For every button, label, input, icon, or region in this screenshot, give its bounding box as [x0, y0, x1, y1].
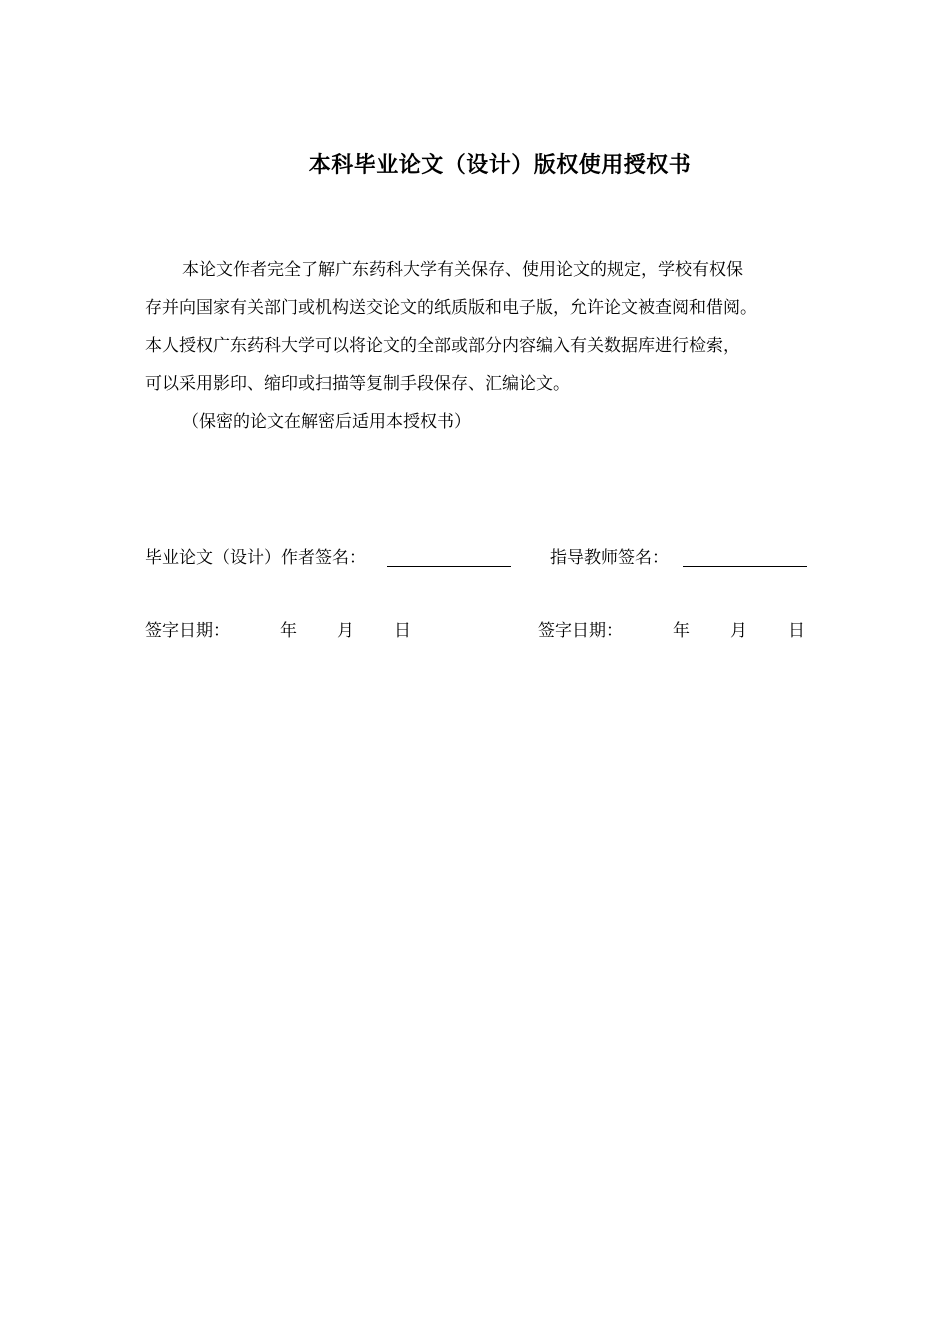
advisor-date-year-label: 年 — [673, 621, 690, 641]
paragraph-line-1: 本论文作者完全了解广东药科大学有关保存、使用论文的规定，学校有权保 — [182, 260, 743, 280]
document-title: 本科毕业论文（设计）版权使用授权书 — [308, 153, 692, 178]
advisor-signature-label: 指导教师签名： — [550, 548, 669, 568]
author-date-year-label: 年 — [280, 621, 297, 641]
paragraph-line-2: 存并向国家有关部门或机构送交论文的纸质版和电子版，允许论文被查阅和借阅。 — [145, 298, 757, 318]
author-date-month-label: 月 — [337, 621, 354, 641]
advisor-date-month-label: 月 — [730, 621, 747, 641]
advisor-date-label: 签字日期： — [538, 621, 623, 641]
paragraph-line-3: 本人授权广东药科大学可以将论文的全部或部分内容编入有关数据库进行检索， — [145, 336, 740, 356]
author-date-label: 签字日期： — [145, 621, 230, 641]
author-date-day-label: 日 — [394, 621, 411, 641]
confidential-note: （保密的论文在解密后适用本授权书） — [182, 412, 471, 432]
paragraph-line-4: 可以采用影印、缩印或扫描等复制手段保存、汇编论文。 — [145, 374, 570, 394]
author-signature-field[interactable] — [387, 566, 511, 567]
advisor-date-day-label: 日 — [788, 621, 805, 641]
advisor-signature-field[interactable] — [683, 566, 807, 567]
author-signature-label: 毕业论文（设计）作者签名： — [145, 548, 366, 568]
